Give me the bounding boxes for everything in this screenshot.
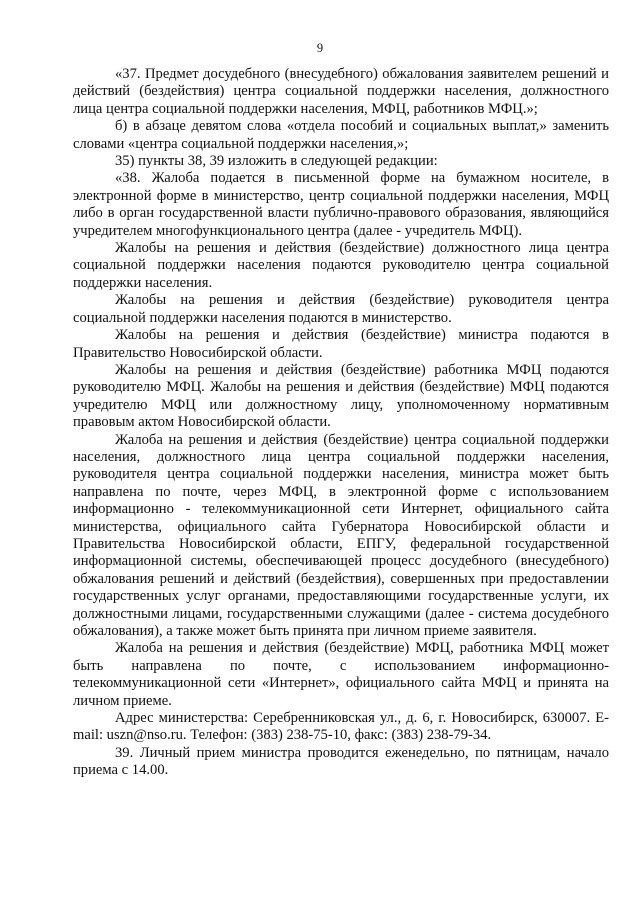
paragraph-complaint-minister: Жалобы на решения и действия (бездействие) министра подаются в Правительство Новосибирской области. [73, 327, 609, 361]
paragraph-complaint-official: Жалобы на решения и действия (бездействие) должностного лица центра социальной поддержки населения подаются руководителю центра социальной поддержки населения. [73, 240, 609, 291]
paragraph-complaint-channels: Жалоба на решения и действия (бездействие) центра социальной поддержки населения, должностного лица центра социальной поддержки населения, руководителя центра социальной поддержки населения, министра может быть направлена по почте, через МФЦ, в электронной форме с использованием информационно - телекоммуникационной сети Интернет, официального сайта министерства, официального сайта Губернатора Новосибирской области и Правительства Новосибирской области, ЕПГУ, федеральной государственной информационной системы, обеспечивающей процесс досудебного (внесудебного) обжалования решений и действий (бездействия), совершенных при предоставлении государственных услуг органами, предоставляющими государственные услуги, их должностными лицами, государственными служащими (далее - система досудебного обжалования), а также может быть принята при личном приеме заявителя. [73, 431, 609, 639]
paragraph-complaint-mfc-worker: Жалобы на решения и действия (бездействие) работника МФЦ подаются руководителю МФЦ. Жалобы на решения и действия (бездействие) МФЦ подаются учредителю МФЦ или должностному лицу, уполномоченному нормативным правовым актом Новосибирской области. [73, 361, 609, 431]
paragraph-item-39: 39. Личный прием министра проводится еженедельно, по пятницам, начало приема с 14.00. [73, 744, 609, 779]
page-number: 9 [316, 41, 324, 55]
paragraph-complaint-mfc-channels: Жалоба на решения и действия (бездействие) МФЦ, работника МФЦ может быть направлена по почте, с использованием информационно-телекоммуникационной сети «Интернет», официального сайта МФЦ и принята на личном приеме. [73, 640, 609, 709]
paragraph-ministry-address: Адрес министерства: Серебренниковская ул., д. 6, г. Новосибирск, 630007. E-mail: uszn@nso.ru. Телефон: (383) 238-75-10, факс: (383) 238-79-34. [73, 710, 609, 744]
paragraph-subpoint-b: б) в абзаце девятом слова «отдела пособий и социальных выплат,» заменить словами «центра социальной поддержки населения,»; [73, 118, 609, 152]
paragraph-item-38: «38. Жалоба подается в письменной форме на бумажном носителе, в электронной форме в министерство, центр социальной поддержки населения, МФЦ либо в орган государственной власти публично-правового образования, являющийся учредителем многофункционального центра (далее - учредитель МФЦ). [73, 170, 609, 239]
document-body [73, 66, 609, 780]
paragraph-point-35: 35) пункты 38, 39 изложить в следующей редакции: [115, 153, 438, 170]
paragraph-complaint-head: Жалобы на решения и действия (бездействие) руководителя центра социальной поддержки населения подаются в министерство. [73, 292, 609, 326]
paragraph-item-37-subject: «37. Предмет досудебного (внесудебного) обжалования заявителем решений и действий (бездействия) центра социальной поддержки населения, должностного лица центра социальной поддержки населения, МФЦ, работников МФЦ.»; [73, 66, 609, 117]
